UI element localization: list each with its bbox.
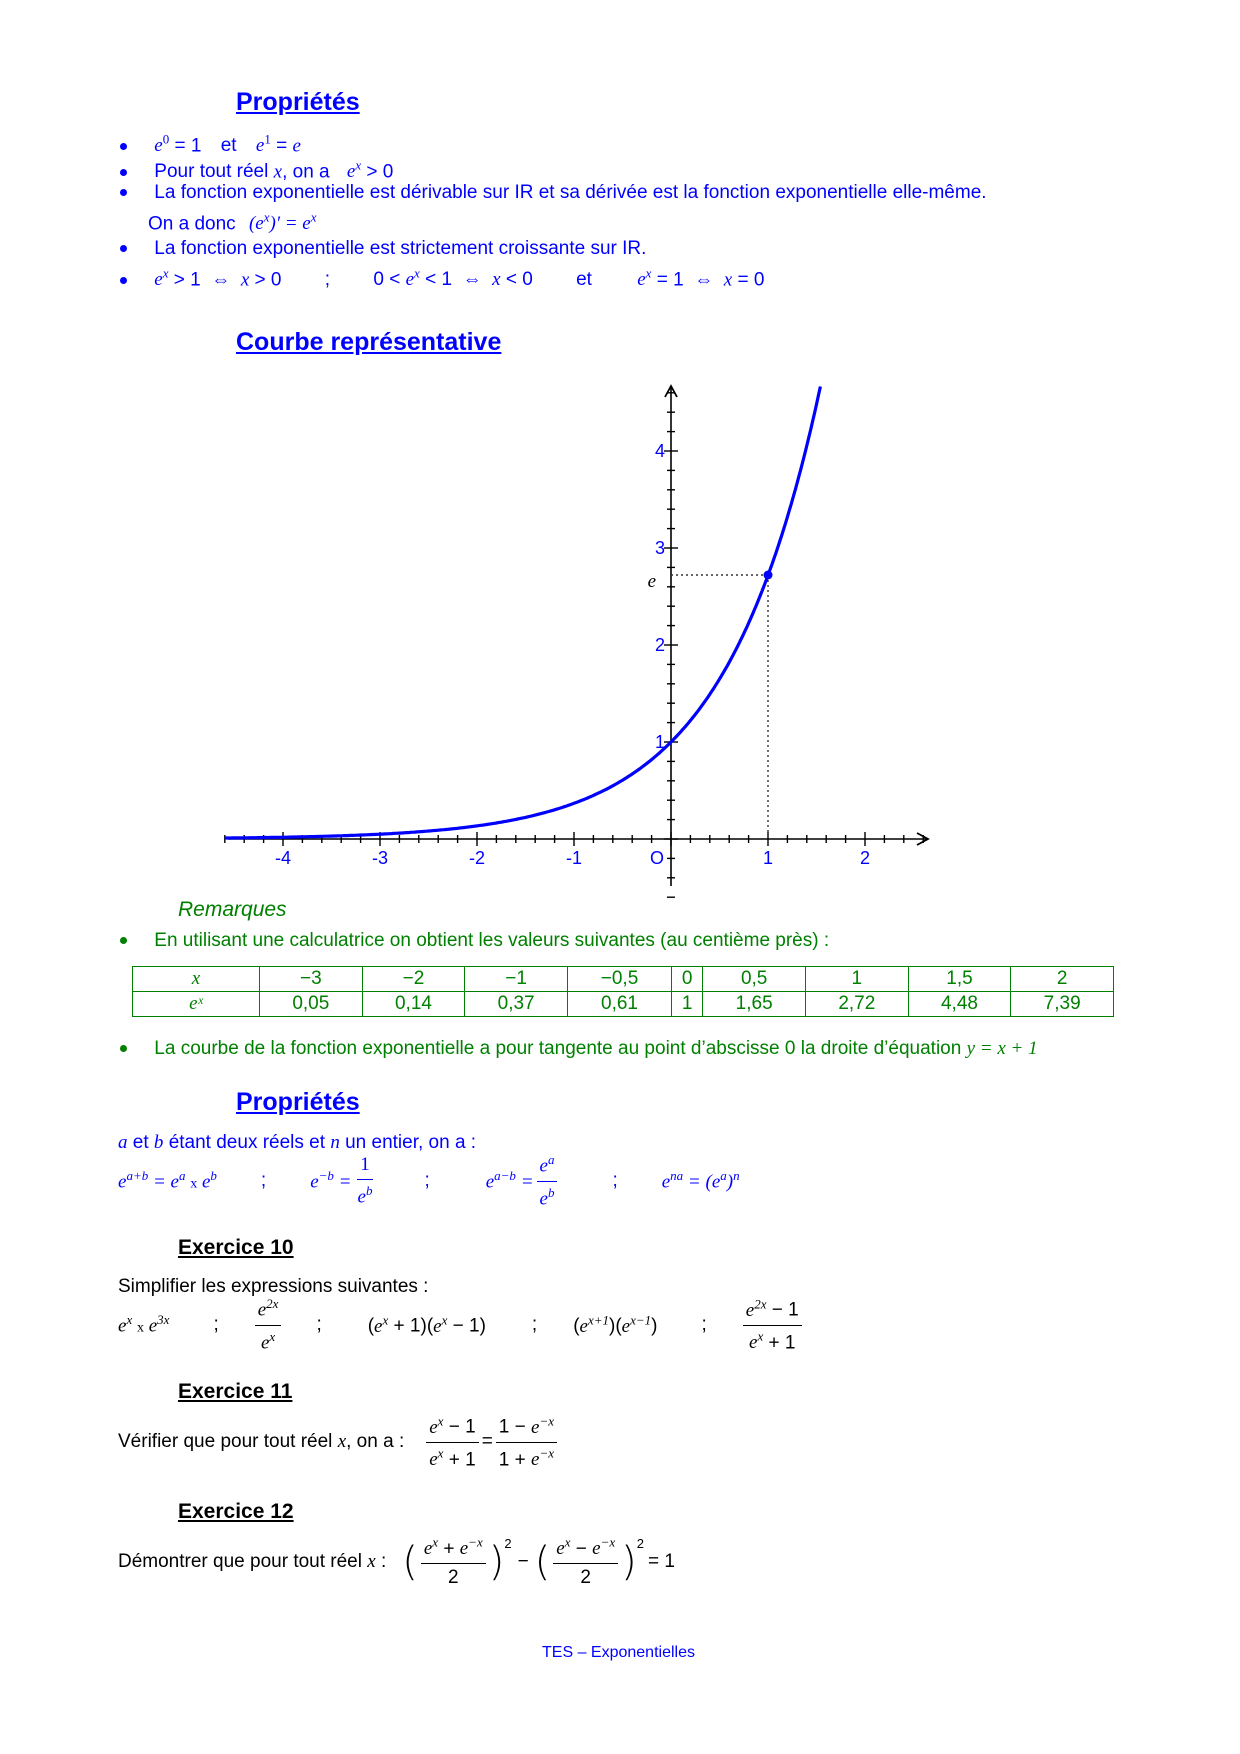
property-item-3b: On a donc $(e^x)' = e^x$ [148,210,317,235]
x-tick-label: -3 [371,848,389,868]
exercise-10-title: Exercice 10 [178,1236,294,1259]
section-title-courbe: Courbe représentative [236,328,502,356]
exp-curve [225,387,821,839]
section3-intro: a et b étant deux réels et n un entier, on a : [118,1132,477,1153]
values-table [132,966,1114,1017]
x-tick-label: -2 [468,848,486,868]
expr-4: $(e^{x+1})(e^{x-1})$ [573,1312,658,1337]
property-item-5: $e^x > 1$ ⇔ x > 0 ; $0 < e^x < 1$ ⇔ x < 0 et $e^x = 1$ ⇔ x = 0 [120,266,764,291]
formula-neg: $e^{-b}$ = [310,1168,352,1193]
remarks-intro: En utilisant une calculatrice on obtient les valeurs suivantes (au centième près) : [120,930,829,952]
footer: TES – Exponentielles [542,1644,695,1661]
remarks-title: Remarques [178,898,287,921]
property-item-3: La fonction exponentielle est dérivable sur IR et sa dérivée est la fonction exponentielle elle-même. [120,182,987,204]
exercise-12-statement: Démontrer que pour tout réel x : ( $\frac{e^x + e^{-x}}{2}$ ) $^2$ − ( $\frac{e^x - e^{-x}}{2}$ ) $^2$ = 1 [118,1534,675,1589]
expr-1: $e^x$ x $e^{3x}$ [118,1312,170,1337]
property-item-4: La fonction exponentielle est strictement croissante sur IR. [120,238,646,260]
expr-5: $\frac{e^{2x} - 1}{e^x + 1}$ [743,1296,802,1354]
formula-power: $e^{na} = (e^a)^n$ [661,1168,740,1193]
remarks-tangent: La courbe de la fonction exponentielle a pour tangente au point d’abscisse 0 la droite d’équation y = x + 1 [120,1038,1038,1060]
expr-2: $\frac{e^{2x}}{e^x}$ [255,1296,282,1354]
e-label: e [647,571,656,592]
bullet-icon [120,1045,127,1052]
exercise-10-prompt: Simplifier les expressions suivantes : [118,1276,429,1297]
point-1-e [764,571,773,580]
math-e0: $e^0$ [154,132,170,157]
formula-sum: $e^{a+b} = e^a$ x $e^b$ [118,1168,217,1193]
exercise-10-expressions: $e^x$ x $e^{3x}$ ; $\frac{e^{2x}}{e^x}$ ; $(e^x + 1)(e^x - 1)$ ; $(e^{x+1})(e^{x-1})$ ; $\frac{e^{2x} - 1}{e^x + 1}$ [118,1298,805,1352]
expr-3: $(e^x + 1)(e^x - 1)$ [367,1312,486,1337]
formula-diff: $e^{a-b}$ = [485,1168,534,1193]
section3-formulas: $e^{a+b} = e^a$ x $e^b$ ; $e^{-b}$ = $\frac{1}{e^b}$ ; $e^{a-b}$ = $\frac{e^a}{e^b}$ ; $e^{na} = (e^a)^n$ [118,1152,740,1209]
section-title-proprietes-1: Propriétés [236,88,360,116]
table-row-x: x −3 −2 −1 −0,5 0 0,5 1 1,5 2 [133,967,1114,992]
x-tick-label: 2 [859,848,871,868]
section-title-proprietes-2: Propriétés [236,1088,360,1116]
exercise-11-title: Exercice 11 [178,1380,293,1403]
x-tick-label: -1 [565,848,583,868]
x-tick-label: -4 [274,848,292,868]
property-item-1: $e^0 = 1$ et $e^1 = e$ [120,132,301,157]
table-row-ex: eˣ 0,05 0,14 0,37 0,61 1 1,65 2,72 4,48 7,39 [133,992,1114,1017]
x-tick-label: 1 [762,848,774,868]
y-tick-label: 3 [654,538,665,558]
x-tick-label: O [649,848,665,868]
y-tick-label: 4 [654,441,665,461]
y-tick-label: 1 [654,732,665,752]
property-item-2: Pour tout réel x, on a $e^x > 0$ [120,158,393,183]
bullet-icon [120,937,127,944]
exercise-12-title: Exercice 12 [178,1500,294,1523]
y-tick-label: 2 [654,635,665,655]
exercise-11-statement: Vérifier que pour tout réel x , on a : $\frac{e^x - 1}{e^x + 1}$ = $\frac{1 - e^{-x}}{1 + e^{-x}}$ [118,1414,560,1470]
